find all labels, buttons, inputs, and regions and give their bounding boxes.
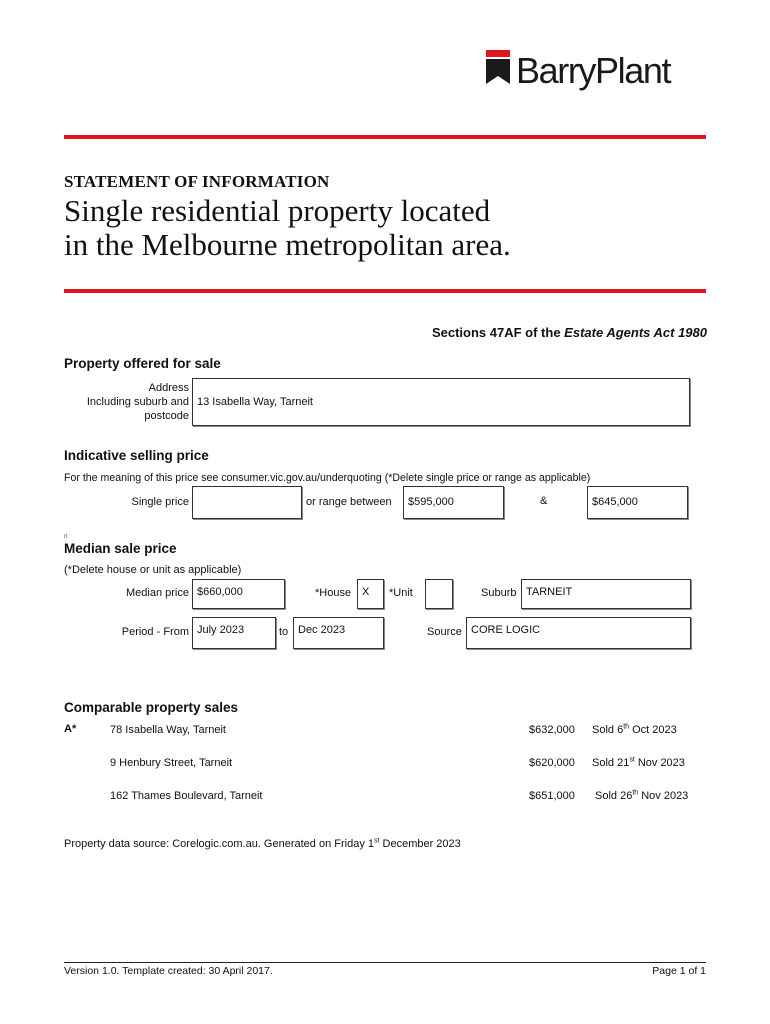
stray-mark: rt (64, 534, 68, 540)
top-divider (64, 135, 706, 139)
suburb-field[interactable] (521, 579, 691, 609)
source-value: CORE LOGIC (471, 624, 541, 636)
period-from-value: July 2023 (197, 624, 245, 636)
period-from-field[interactable] (192, 617, 276, 649)
range-low-field[interactable] (403, 486, 504, 519)
median-note: (*Delete house or unit as applicable) (64, 564, 242, 576)
median-price-value: $660,000 (197, 586, 243, 598)
comparable-address: 9 Henbury Street, Tarneit (110, 757, 233, 769)
brand-logo (486, 50, 708, 100)
comparable-sold-date: Sold 21st Nov 2023 (592, 756, 685, 769)
period-to-field[interactable] (293, 617, 384, 649)
footer-page-number: Page 1 of 1 (652, 965, 706, 977)
source-field[interactable] (466, 617, 691, 649)
comparable-sold-date: Sold 26th Nov 2023 (595, 789, 689, 802)
footer-divider (64, 962, 706, 963)
single-price-field[interactable] (192, 486, 302, 519)
period-to-value: Dec 2023 (298, 624, 346, 636)
range-label: or range between (306, 496, 392, 508)
page-title-line-1: Single residential property located (64, 193, 491, 228)
house-label: *House (315, 587, 352, 599)
median-heading: Median sale price (64, 541, 177, 556)
range-low-value: $595,000 (408, 496, 454, 508)
period-to-label: to (279, 626, 289, 638)
comparables-marker: A* (64, 723, 77, 735)
data-source-note: Property data source: Corelogic.com.au. Generated on Friday 1st December 2023 (64, 837, 461, 850)
comparable-sold-date: Sold 6th Oct 2023 (592, 723, 677, 736)
range-ampersand: & (540, 495, 548, 507)
address-label-line-1: Address (148, 382, 189, 394)
act-reference (432, 325, 707, 340)
bookmark-logo-icon (486, 50, 512, 88)
address-field[interactable] (192, 378, 690, 426)
single-price-label: Single price (131, 496, 189, 508)
statement-eyebrow: STATEMENT OF INFORMATION (64, 172, 330, 191)
source-label: Source (427, 626, 462, 638)
unit-label: *Unit (389, 587, 413, 599)
act-prefix: Sections 47AF of the (431, 325, 565, 340)
address-label-line-3: postcode (144, 410, 189, 422)
brand-wordmark: BarryPlant (516, 50, 671, 91)
comparable-price: $651,000 (529, 790, 575, 802)
act-name: Estate Agents Act 1980 (564, 325, 707, 340)
address-label (87, 381, 189, 423)
indicative-heading: Indicative selling price (64, 448, 209, 463)
property-heading: Property offered for sale (64, 356, 221, 371)
address-label-line-2: Including suburb and (86, 396, 189, 408)
comparable-address: 162 Thames Boulevard, Tarneit (110, 790, 263, 802)
comparable-address: 78 Isabella Way, Tarneit (110, 724, 226, 736)
indicative-note: For the meaning of this price see consumer.vic.gov.au/underquoting (*Delete single price or range as applicable) (64, 472, 591, 484)
unit-checkbox[interactable] (425, 579, 453, 609)
comparable-price: $632,000 (529, 724, 575, 736)
period-from-label: Period - From (121, 626, 189, 638)
comparables-heading: Comparable property sales (64, 700, 239, 715)
median-price-label: Median price (126, 587, 189, 599)
house-checkbox[interactable] (357, 579, 384, 609)
suburb-value: TARNEIT (526, 586, 573, 598)
suburb-label: Suburb (481, 587, 517, 599)
title-divider (64, 289, 706, 293)
comparable-price: $620,000 (529, 757, 575, 769)
address-value: 13 Isabella Way, Tarneit (197, 396, 313, 408)
range-high-value: $645,000 (592, 496, 638, 508)
page-title-line-2: in the Melbourne metropolitan area. (64, 227, 511, 262)
house-checkbox-value: X (362, 586, 370, 598)
footer-version: Version 1.0. Template created: 30 April 2017. (64, 965, 273, 977)
range-high-field[interactable] (587, 486, 688, 519)
median-price-field[interactable] (192, 579, 285, 609)
